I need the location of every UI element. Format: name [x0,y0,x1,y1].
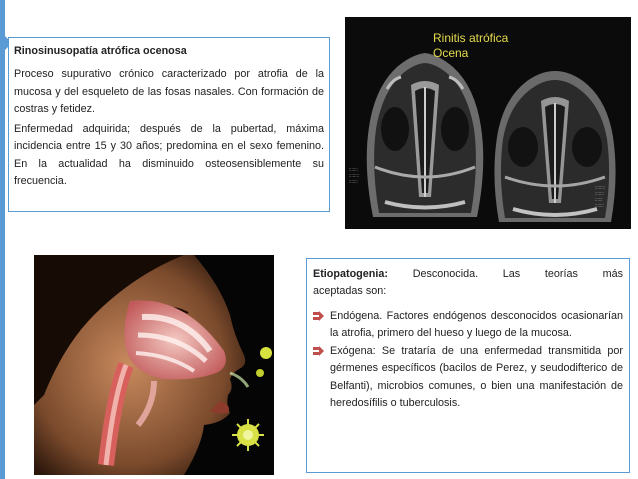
etiopatogenia-heading-line [313,266,623,283]
etiopatogenia-intro-line1: Desconocida. Las teorías más [412,268,624,280]
ct-scan-metadata-right: :::::::: ::::::: :::::: ::::::: [595,185,606,209]
ct-scan-metadata-left: ::::::: :::::::: ::::::: [349,167,360,185]
arrow-bullet-icon [313,346,324,357]
theory-exogena-text: Exógena: Se trataría de una enfermedad transmitida por gérmenes específicos (bacilos de Perez, y seudodifterico de Belfanti), microbios comunes, o bien una manifestación de heredosífilis o tuberculosis. [330,344,623,410]
etiopatogenia-box [306,258,630,473]
ct-scan-title [433,31,508,61]
etiopatogenia-label: Etiopatogenia: [313,268,388,280]
slide-accent-bar [0,0,5,479]
intro-paragraph-2: Enfermedad adquirida; después de la pubertad, máxima incidencia entre 15 y 30 años; predomina en el sexo femenino. En la actualidad ha disminuido osteosensiblemente su frecuencia. [14,123,324,187]
theories-list [313,308,623,413]
theory-endogena-text: Endógena. Factores endógenos desconocidos ocasionarían la atrofia, primero del hueso y luego de la mucosa. [330,309,623,340]
intro-title: Rinosinusopatía atrófica ocenosa [14,45,187,57]
intro-paragraph-1: Proceso supurativo crónico caracterizado por atrofia de la mucosa y del esqueleto de las fosas nasales. Con formación de costras y fetidez. [14,68,324,115]
ct-title-line-2: Ocena [433,46,469,60]
etiopatogenia-intro-line2: aceptadas son: [313,285,387,298]
intro-text-box [8,37,330,212]
nasal-anatomy-illustration [34,255,274,475]
list-item [313,343,623,413]
list-item [313,308,623,343]
arrow-bullet-icon [313,311,324,322]
ct-scan-image [345,17,631,229]
nasal-anatomy-graphic [34,255,274,475]
ct-title-line-1: Rinitis atrófica [433,31,509,45]
